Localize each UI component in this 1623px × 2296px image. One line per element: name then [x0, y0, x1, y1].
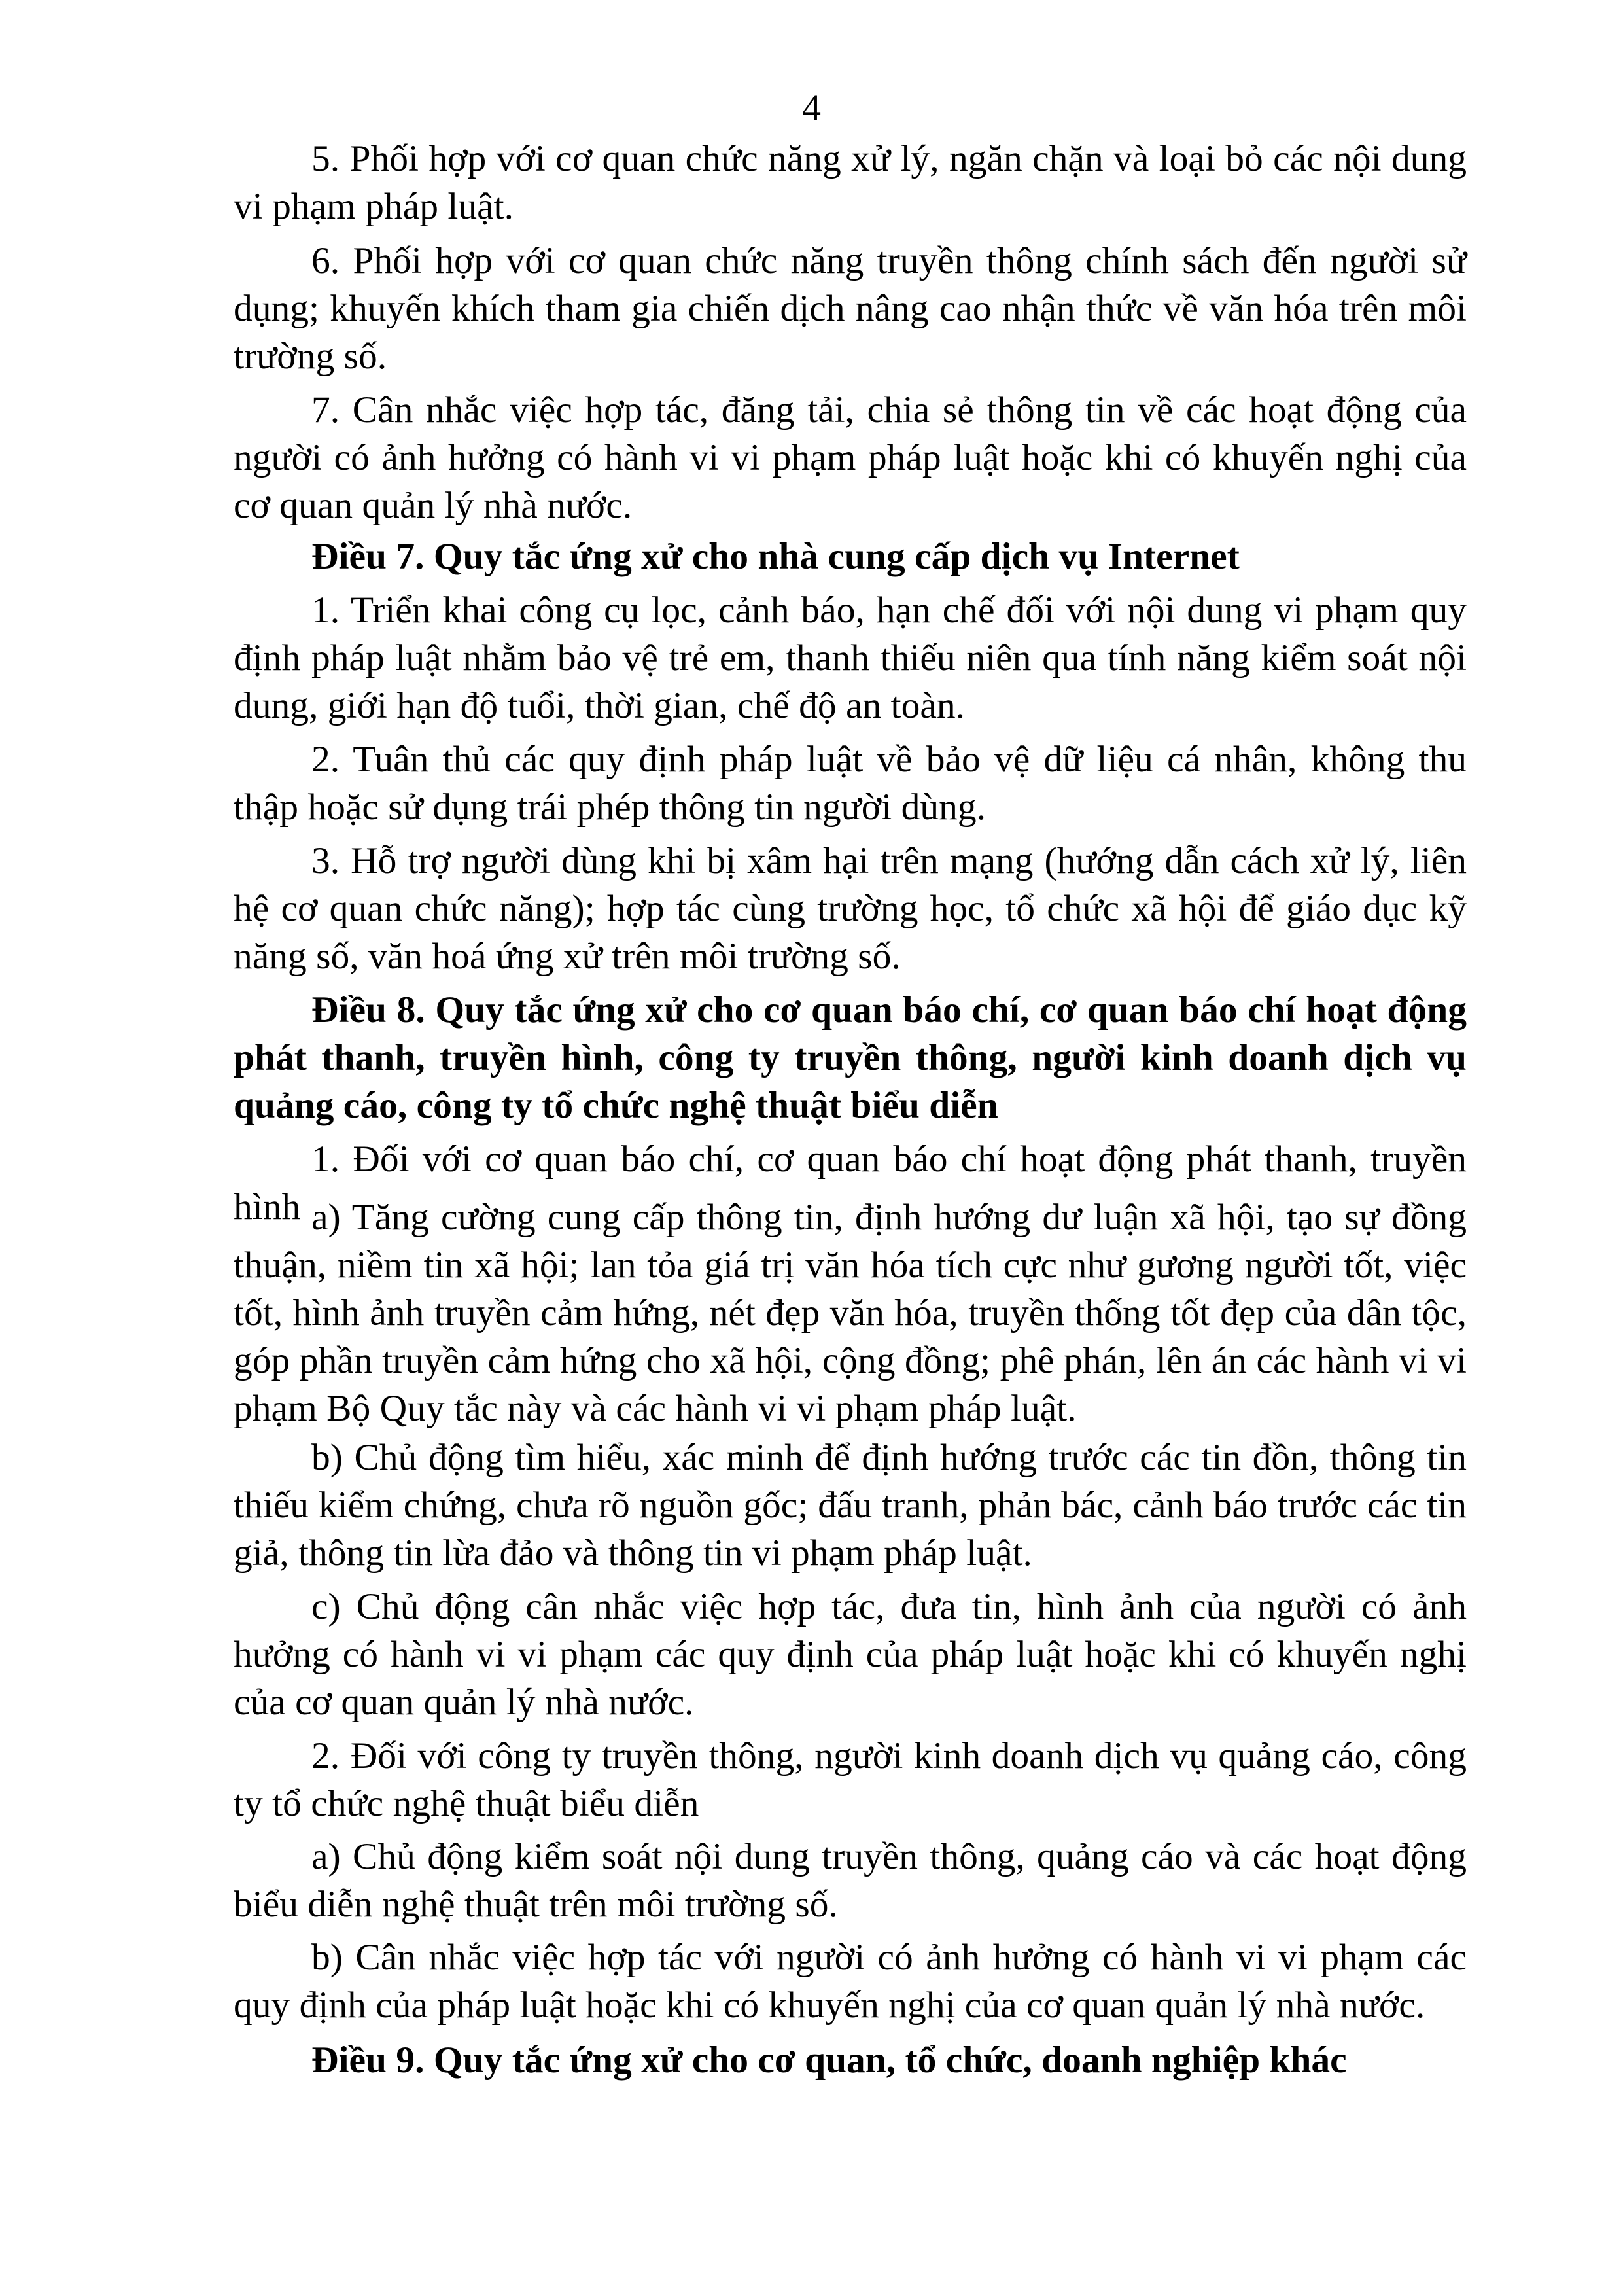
article-7-item-3: 3. Hỗ trợ người dùng khi bị xâm hại trên mạng (hướng dẫn cách xử lý, liên hệ cơ quan chức năng); hợp tác cùng trường học, tổ chức xã hội để giáo dục kỹ năng số, văn hoá ứng xử trên môi trường số.: [234, 840, 1467, 977]
page-number: 4: [802, 86, 821, 129]
article-8-item-1c: c) Chủ động cân nhắc việc hợp tác, đưa tin, hình ảnh của người có ảnh hưởng có hành vi vi phạm các quy định của pháp luật hoặc khi có khuyến nghị của cơ quan quản lý nhà nước.: [234, 1586, 1467, 1723]
article-7-heading: Điều 7. Quy tắc ứng xử cho nhà cung cấp dịch vụ Internet: [311, 536, 1240, 577]
paragraph-6: 6. Phối hợp với cơ quan chức năng truyền thông chính sách đến người sử dụng; khuyến khích tham gia chiến dịch nâng cao nhận thức về văn hóa trên môi trường số.: [234, 240, 1467, 377]
paragraph-5: 5. Phối hợp với cơ quan chức năng xử lý, ngăn chặn và loại bỏ các nội dung vi phạm pháp luật.: [234, 138, 1467, 227]
article-8-heading: Điều 8. Quy tắc ứng xử cho cơ quan báo chí, cơ quan báo chí hoạt động phát thanh, truyền hình, công ty truyền thông, người kinh doanh dịch vụ quảng cáo, công ty tổ chức nghệ thuật biểu diễn: [234, 989, 1467, 1126]
article-8-item-2b: b) Cân nhắc việc hợp tác với người có ảnh hưởng có hành vi vi phạm các quy định của pháp luật hoặc khi có khuyến nghị của cơ quan quản lý nhà nước.: [234, 1937, 1467, 2026]
article-8-item-1: 1. Đối với cơ quan báo chí, cơ quan báo chí hoạt động phát thanh, truyền hình: [234, 1139, 1467, 1227]
article-7-item-1: 1. Triển khai công cụ lọc, cảnh báo, hạn chế đối với nội dung vi phạm quy định pháp luật nhằm bảo vệ trẻ em, thanh thiếu niên qua tính năng kiểm soát nội dung, giới hạn độ tuổi, thời gian, chế độ an toàn.: [234, 590, 1467, 726]
paragraph-7: 7. Cân nhắc việc hợp tác, đăng tải, chia sẻ thông tin về các hoạt động của người có ảnh hưởng có hành vi vi phạm pháp luật hoặc khi có khuyến nghị của cơ quan quản lý nhà nước.: [234, 389, 1467, 526]
article-7-item-2: 2. Tuân thủ các quy định pháp luật về bảo vệ dữ liệu cá nhân, không thu thập hoặc sử dụng trái phép thông tin người dùng.: [234, 739, 1467, 828]
article-8-item-1a: a) Tăng cường cung cấp thông tin, định hướng dư luận xã hội, tạo sự đồng thuận, niềm tin xã hội; lan tỏa giá trị văn hóa tích cực như gương người tốt, việc tốt, hình ảnh truyền cảm hứng, nét đẹp văn hóa, truyền thống tốt đẹp của dân tộc, góp phần truyền cảm hứng cho xã hội, cộng đồng; phê phán, lên án các hành vi vi phạm Bộ Quy tắc này và các hành vi vi phạm pháp luật.: [234, 1197, 1467, 1429]
article-8-item-1b: b) Chủ động tìm hiểu, xác minh để định hướng trước các tin đồn, thông tin thiếu kiểm chứng, chưa rõ nguồn gốc; đấu tranh, phản bác, cảnh báo trước các tin giả, thông tin lừa đảo và thông tin vi phạm pháp luật.: [234, 1437, 1467, 1574]
article-9-heading: Điều 9. Quy tắc ứng xử cho cơ quan, tổ chức, doanh nghiệp khác: [311, 2040, 1347, 2081]
article-8-item-2a: a) Chủ động kiểm soát nội dung truyền thông, quảng cáo và các hoạt động biểu diễn nghệ thuật trên môi trường số.: [234, 1836, 1467, 1925]
article-8-item-2: 2. Đối với công ty truyền thông, người kinh doanh dịch vụ quảng cáo, công ty tổ chức nghệ thuật biểu diễn: [234, 1735, 1467, 1824]
